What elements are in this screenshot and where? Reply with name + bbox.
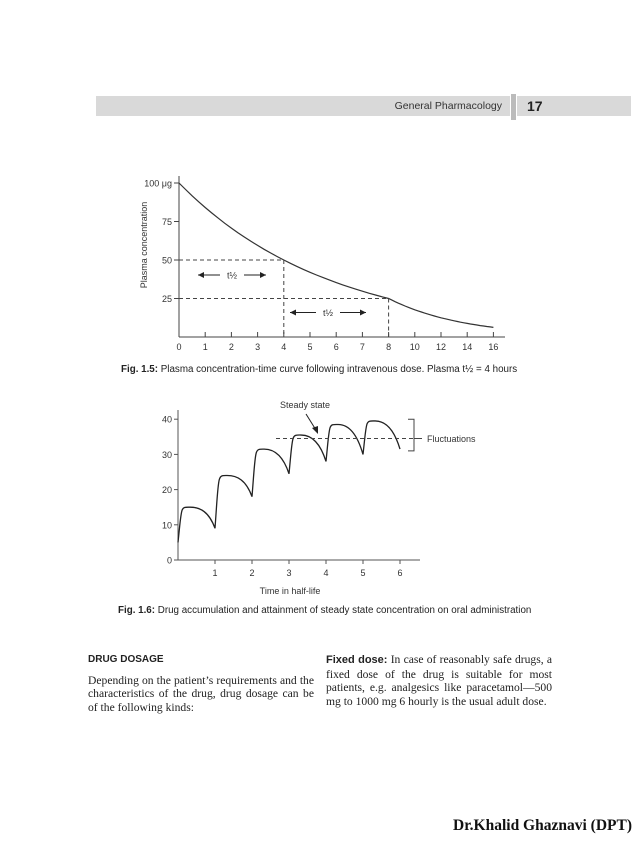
page-number: 17 [527,98,543,114]
running-header-title: General Pharmacology [394,100,502,112]
x-tick-label: 2 [228,342,234,352]
x-tick-label: 14 [462,342,473,352]
half-life-arrow-1-head-right [260,272,266,278]
y-tick-label: 40 [161,414,172,425]
y-tick-label: 75 [161,217,172,227]
steady-state-arrow-head [312,426,318,434]
x-tick-label: 5 [307,342,313,352]
half-life-arrow-1-head-left [198,272,204,278]
x-tick-label: 8 [386,342,392,352]
half-life-arrow-2-head-right [360,310,366,316]
fluctuations-label: Fluctuations [427,434,476,445]
left-column [88,653,314,714]
accumulation-curve [178,421,400,542]
x-tick-label: 12 [435,342,447,352]
right-column [326,653,552,708]
y-tick-label: 100 μg [144,178,172,189]
x-tick-label: 3 [286,568,292,578]
half-life-label-1: t½ [226,270,238,281]
section-heading: DRUG DOSAGE [88,654,164,665]
figure-1-6-text: Drug accumulation and attainment of steady state concentration on oral administration [157,605,532,616]
half-life-label-2: t½ [322,308,334,318]
y-tick-label: 20 [161,485,172,496]
fixed-dose-paragraph: In case of reasonably safe drugs, a fixed dose of the drug is suitable for most patients, e.g. analgesics like paracetamol—500 mg to 1000 mg 6 hourly is the usual adult dose. [326,653,552,708]
chart-plasma-concentration [139,176,505,352]
x-tick-label: 3 [255,342,261,352]
x-tick-label: 4 [281,342,287,352]
x-tick-label: 5 [360,568,366,578]
left-paragraph: Depending on the patient’s requirements and the characteristics of the drug, drug dosage can be of the following kinds: [88,673,314,714]
x-tick-label: 1 [202,342,208,352]
x-tick-label: 6 [397,568,403,578]
x-axis-label: Time in half-life [259,586,321,596]
x-tick-label: 10 [409,342,420,352]
figure-1-5-text: Plasma concentration-time curve following intravenous dose. Plasma t½ = 4 hours [160,364,518,375]
y-tick-label: 10 [161,520,172,531]
y-tick-label: 25 [161,294,172,304]
x-tick-label: 4 [323,568,329,578]
x-tick-label: 2 [249,568,255,578]
x-tick-label: 16 [488,342,499,352]
y-tick-label: 50 [161,255,172,266]
figure-1-6-caption [118,604,531,617]
x-tick-label: 6 [333,342,339,352]
figure-1-5-caption [121,363,517,376]
y-tick-label: 30 [161,449,172,460]
figure-1-5-label: Fig. 1.5: [121,364,159,375]
y-axis-label: Plasma concentration [139,201,149,289]
author-footer: Dr.Khalid Ghaznavi (DPT) [453,817,632,834]
figure-1-6-label: Fig. 1.6: [118,605,156,616]
half-life-arrow-2-head-left [290,310,296,316]
x-tick-label: 0 [176,342,182,352]
decay-curve [179,183,493,327]
fluctuation-bracket [408,419,422,451]
y-tick-label: 0 [166,555,172,566]
chart-drug-accumulation [162,400,476,596]
fixed-dose-heading: Fixed dose: [326,654,388,666]
x-tick-label: 1 [212,568,218,578]
steady-state-label: Steady state [279,400,331,410]
x-tick-label: 7 [359,342,365,352]
